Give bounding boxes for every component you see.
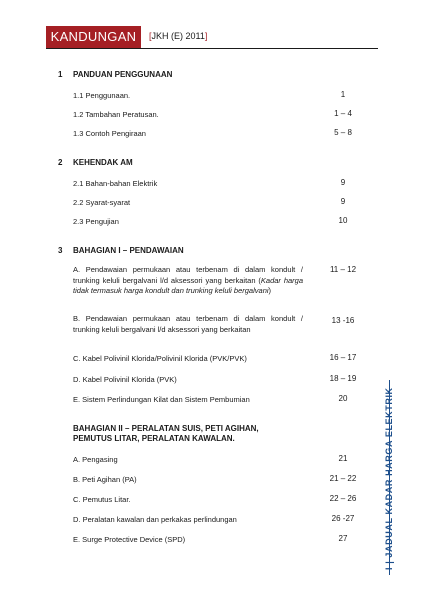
page-number: 21 [338,454,348,463]
section-number: 1 [58,70,63,79]
page-number: 1 [340,90,346,99]
side-title: I | JADUAL KADAR HARGA ELEKTRIK [384,387,394,570]
section-title: KEHENDAK AM [73,158,133,167]
reference-code: JKH (E) 2011 [151,31,205,41]
page-number: 27 [338,534,348,543]
toc-entry[interactable]: 1.1 Penggunaan. [73,91,131,100]
toc-entry[interactable]: C. Pemutus Litar. [73,495,131,504]
section-number: 2 [58,158,63,167]
toc-entry[interactable]: 2.1 Bahan-bahan Elektrik [73,179,158,188]
side-label-text: JADUAL KADAR HARGA ELEKTRIK [384,387,394,558]
toc-entry[interactable]: 1.2 Tambahan Peratusan. [73,110,159,119]
toc-entry[interactable]: E. Surge Protective Device (SPD) [73,535,186,544]
page-number: 21 – 22 [329,474,357,483]
section-title: PANDUAN PENGGUNAAN [73,70,173,79]
page-number: 18 – 19 [329,374,357,383]
page-number: 16 – 17 [329,353,357,362]
bracket-open: [ [149,31,152,41]
section-title: BAHAGIAN I – PENDAWAIAN [73,246,184,255]
page-number: 9 [340,178,346,187]
side-page-marker: I [384,566,394,570]
page-number: 22 – 26 [329,494,357,503]
toc-entry[interactable]: B. Peti Agihan (PA) [73,475,137,484]
page-number: 13 -16 [331,316,355,325]
part-title-line1: BAHAGIAN II – PERALATAN SUIS, PETI AGIHAN, [73,424,259,433]
header-divider [46,48,378,49]
toc-entry[interactable]: A. Pengasing [73,455,118,464]
document-reference [149,31,207,41]
page-number: 20 [338,394,348,403]
toc-entry[interactable] [73,265,303,297]
page-number: 9 [340,197,346,206]
toc-entry[interactable]: C. Kabel Polivinil Klorida/Polivinil Klorida (PVK/PVK) [73,354,247,363]
page-number: 26 -27 [331,514,355,523]
section-number: 3 [58,246,63,255]
part-title-line2: PEMUTUS LITAR, PERALATAN KAWALAN. [73,434,235,443]
page-number: 1 – 4 [334,109,352,118]
toc-entry[interactable]: D. Peralatan kawalan dan perkakas perlindungan [73,515,237,524]
toc-entry[interactable]: 2.3 Pengujian [73,217,119,226]
entry-text-close: ) [268,286,272,295]
page-number: 11 – 12 [329,265,357,274]
page-number: 5 – 8 [334,128,352,137]
toc-entry[interactable]: B. Pendawaian permukaan atau terbenam di dalam kondult / trunking keluli bergalvani l/d aksessori yang berkaitan [73,314,303,334]
toc-entry[interactable]: E. Sistem Perlindungan Kilat dan Sistem Pembumian [73,395,250,404]
contents-heading: KANDUNGAN [46,26,141,48]
toc-entry[interactable]: 2.2 Syarat-syarat [73,198,131,207]
entry-note: Kadar harga tidak termasuk harga kondult dan trunking keluli bergalvani [73,275,304,295]
entry-text: A. Pendawaian permukaan atau terbenam di dalam kondult / trunking keluli bergalvani l/d aksessori yang berkaitan ( [73,265,303,285]
bracket-close: ] [204,31,208,41]
page-number: 10 [338,216,348,225]
toc-entry[interactable]: D. Kabel Polivinil Klorida (PVK) [73,375,177,384]
toc-entry[interactable]: 1.3 Contoh Pengiraan [73,129,146,138]
